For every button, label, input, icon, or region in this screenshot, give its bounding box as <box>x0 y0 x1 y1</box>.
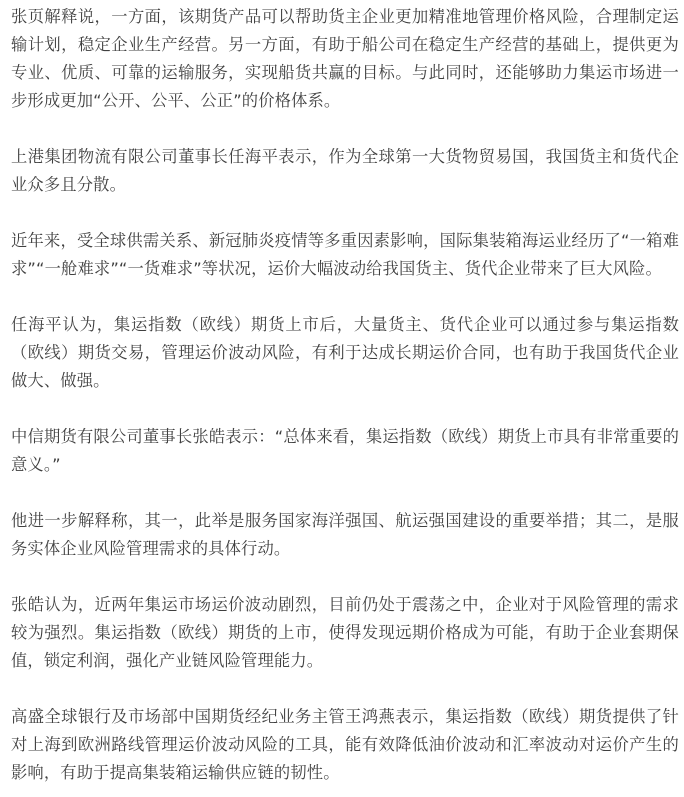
paragraph-2: 上港集团物流有限公司董事长任海平表示，作为全球第一大货物贸易国，我国货主和货代企业众多且分散。 <box>11 147 679 194</box>
paragraph-5: 中信期货有限公司董事长张皓表示：“总体来看，集运指数（欧线）期货上市具有非常重要的意义。” <box>11 427 679 474</box>
paragraph-8: 高盛全球银行及市场部中国期货经纪业务主管王鸿燕表示，集运指数（欧线）期货提供了针对上海到欧洲路线管理运价波动风险的工具，能有效降低油价波动和汇率波动对运价产生的影响，有助于提高集装箱运输供应链的韧性。 <box>11 707 679 782</box>
paragraph-4: 任海平认为，集运指数（欧线）期货上市后，大量货主、货代企业可以通过参与集运指数（欧线）期货交易，管理运价波动风险，有利于达成长期运价合同，也有助于我国货代企业做大、做强。 <box>11 315 679 390</box>
paragraph-3: 近年来，受全球供需关系、新冠肺炎疫情等多重因素影响，国际集装箱海运业经历了“一箱难求”“一舱难求”“一货难求”等状况，运价大幅波动给我国货主、货代企业带来了巨大风险。 <box>11 231 679 278</box>
article-body <box>11 0 679 787</box>
paragraph-6: 他进一步解释称，其一，此举是服务国家海洋强国、航运强国建设的重要举措；其二，是服务实体企业风险管理需求的具体行动。 <box>11 511 679 558</box>
paragraph-7: 张皓认为，近两年集运市场运价波动剧烈，目前仍处于震荡之中，企业对于风险管理的需求较为强烈。集运指数（欧线）期货的上市，使得发现远期价格成为可能，有助于企业套期保值，锁定利润，强化产业链风险管理能力。 <box>11 595 679 670</box>
paragraph-1: 张页解释说，一方面，该期货产品可以帮助货主企业更加精准地管理价格风险，合理制定运输计划，稳定企业生产经营。另一方面，有助于船公司在稳定生产经营的基础上，提供更为专业、优质、可靠的运输服务，实现船货共赢的目标。与此同时，还能够助力集运市场进一步形成更加“公开、公平、公正”的价格体系。 <box>11 7 679 110</box>
